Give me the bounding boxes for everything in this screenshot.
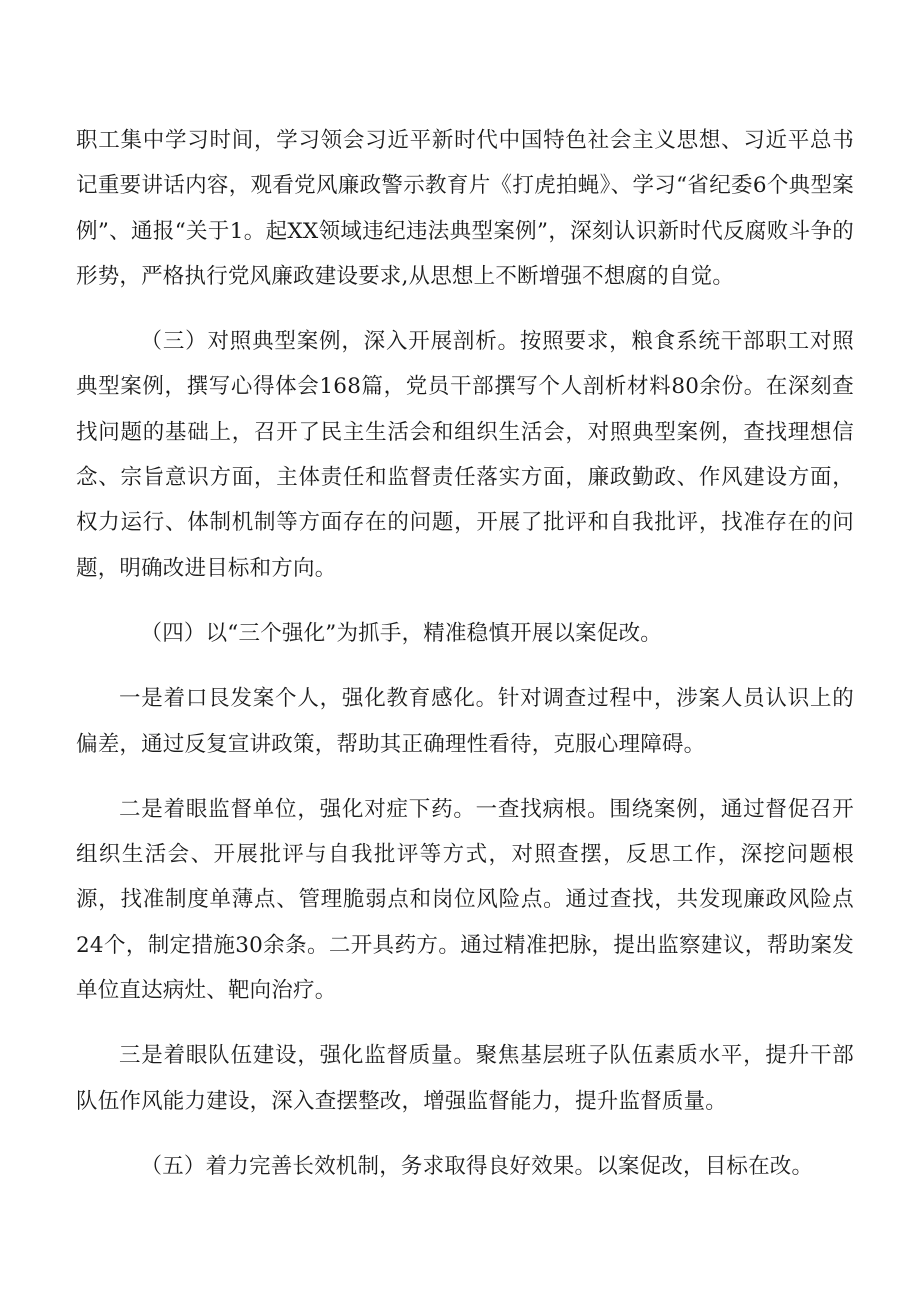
paragraph-section-4: （四）以“三个强化”为抓手，精准稳慎开展以案促改。 — [140, 620, 662, 646]
document-body — [76, 118, 854, 1189]
paragraph-point-2: 二是着眼监督单位，强化对症下药。一查找病根。围绕案例，通过督促召开组织生活会、开展批评与自我批评等方式，对照查摆，反思工作，深挖问题根源，找准制度单薄点、管理脆弱点和岗位风险点。通过查找，共发现廉政风险点24个，制定措施30余条。二开具药方。通过精准把脉，提出监察建议，帮助案发单位直达病灶、靶向治疗。 — [76, 796, 854, 1004]
paragraph-section-5: （五）着力完善长效机制，务求取得良好效果。以案促改，目标在改。 — [140, 1153, 814, 1179]
paragraph-point-3: 三是着眼队伍建设，强化监督质量。聚焦基层班子队伍素质水平，提升干部队伍作风能力建设，深入查摆整改，增强监督能力，提升监督质量。 — [76, 1043, 854, 1114]
paragraph-point-1: 一是着口艮发案个人，强化教育感化。针对调查过程中，涉案人员认识上的偏差，通过反复宣讲政策，帮助其正确理性看待，克服心理障碍。 — [76, 686, 854, 757]
paragraph-study-continuation: 职工集中学习时间，学习领会习近平新时代中国特色社会主义思想、习近平总书记重要讲话内容，观看党风廉政警示教育片《打虎拍蝇》、学习“省纪委6个典型案例”、通报“关于1。起XX领域违纪违法典型案例”，深刻认识新时代反腐败斗争的形势，严格执行党风廉政建设要求,从思想上不断增强不想腐的自觉。 — [76, 128, 854, 289]
paragraph-section-3: （三）对照典型案例，深入开展剖析。按照要求，粮食系统干部职工对照典型案例，撰写心得体会168篇，党员干部撰写个人剖析材料80余份。在深刻查找问题的基础上，召开了民主生活会和组织生活会，对照典型案例，查找理想信念、宗旨意识方面，主体责任和监督责任落实方面，廉政勤政、作风建设方面，权力运行、体制机制等方面存在的问题，开展了批评和自我批评，找准存在的问题，明确改进目标和方向。 — [76, 329, 854, 581]
